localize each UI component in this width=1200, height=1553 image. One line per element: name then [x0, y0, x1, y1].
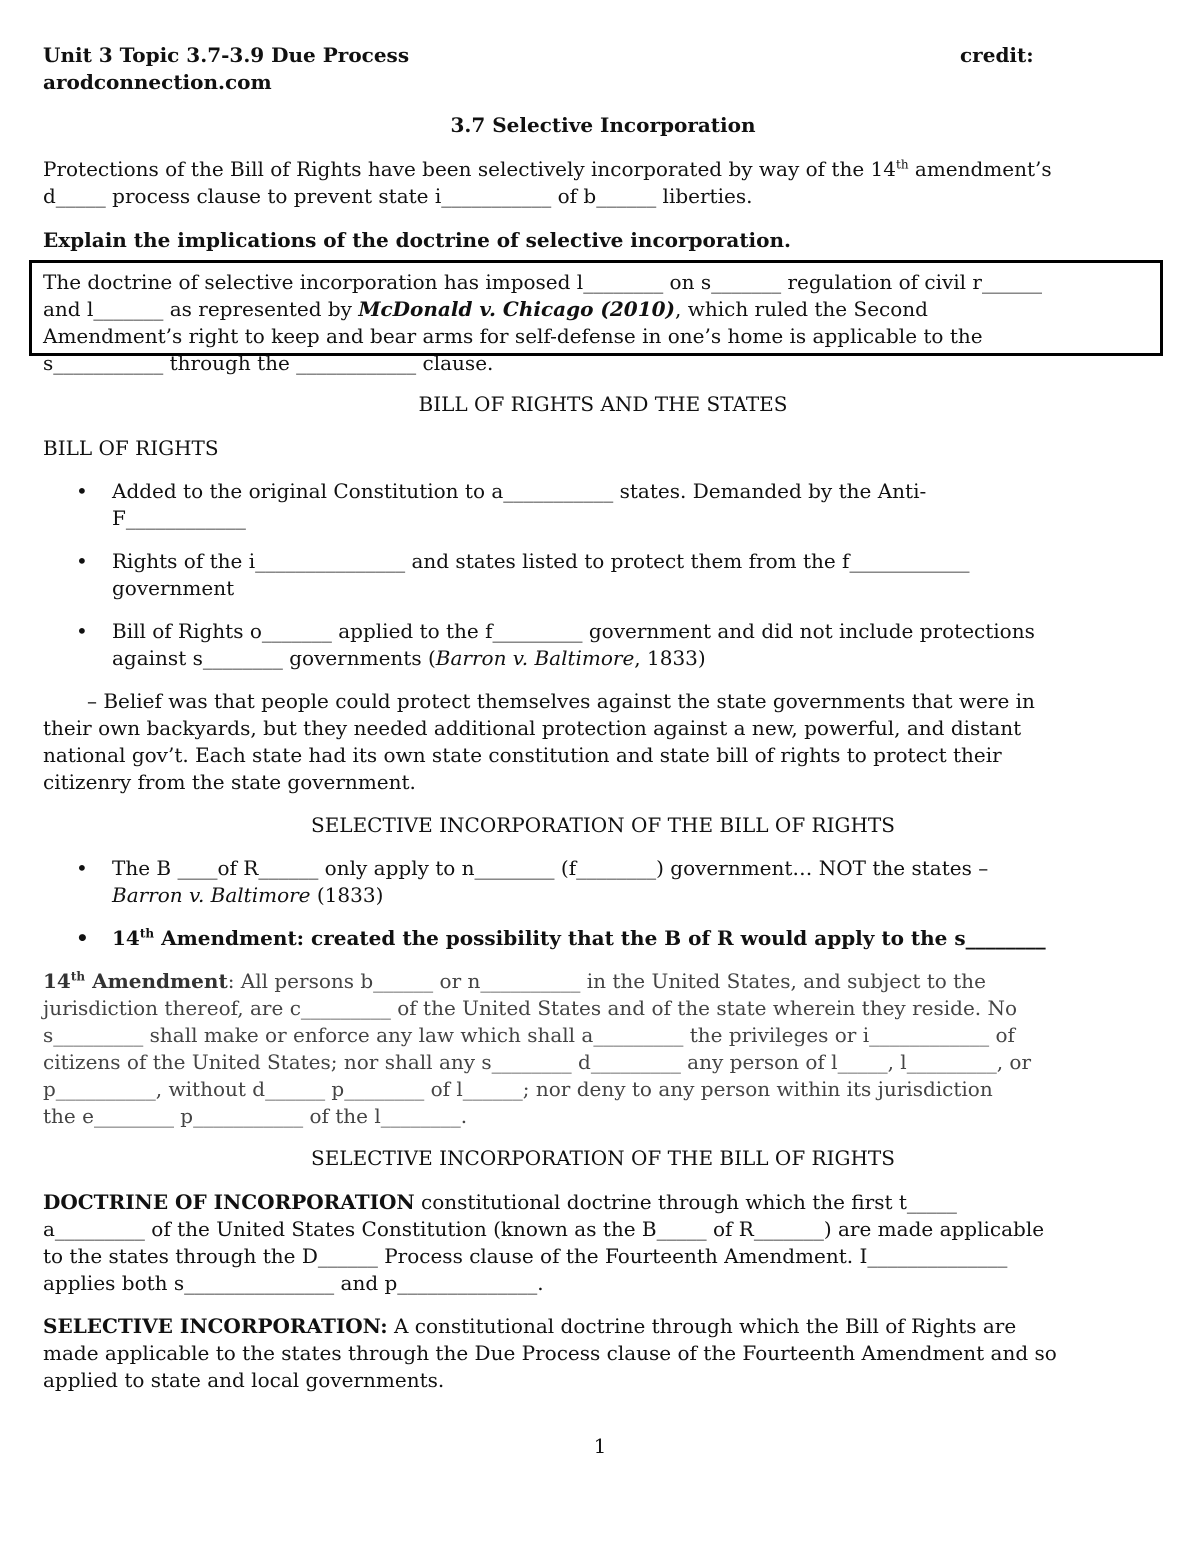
doctrine-label: DOCTRINE OF INCORPORATION [43, 1190, 415, 1214]
answer-line-1: The doctrine of selective incorporation has imposed l________ on s_______ regulation of civil r______ [43, 270, 1042, 294]
bill-of-rights-subheading: BILL OF RIGHTS [43, 436, 219, 460]
answer-line-2: and l_______ as represented by McDonald v. Chicago (2010), which ruled the Second [43, 297, 928, 321]
selective-incorporation-heading-2: SELECTIVE INCORPORATION OF THE BILL OF RIGHTS [311, 1146, 895, 1170]
selective-incorporation-heading-1: SELECTIVE INCORPORATION OF THE BILL OF RIGHTS [311, 813, 895, 837]
credit-label: credit: [960, 43, 1034, 67]
bullet-mark: • [76, 856, 88, 880]
barron-case-2: Barron v. Baltimore [112, 883, 311, 907]
doctrine-of-incorporation-paragraph: DOCTRINE OF INCORPORATION constitutional doctrine through which the first t_____ a_________ of the United States Constitution (known as the B_____ of R_______) are made applicable to the states through the D______ Process clause of the Fourteenth Amendment. I______________ applies both s_______________ and p______________. [43, 1190, 1045, 1295]
answer-line-4: s___________ through the ____________ clause. [43, 351, 494, 375]
bor-states-heading: BILL OF RIGHTS AND THE STATES [418, 392, 788, 416]
credit-url: arodconnection.com [43, 70, 272, 94]
answer-line-3: Amendment’s right to keep and bear arms for self-defense in one’s home is applicable to the [43, 324, 983, 348]
selective-incorporation-paragraph: SELECTIVE INCORPORATION: A constitutional doctrine through which the Bill of Rights are made applicable to the states through the Due Process clause of the Fourteenth Amendment and so applied to state and local governments. [43, 1314, 1057, 1392]
intro-line-1: Protections of the Bill of Rights have been selectively incorporated by way of the 14th amendment’s [43, 157, 1052, 181]
bullet-mark: • [76, 619, 88, 643]
page-number: 1 [593, 1434, 607, 1458]
explain-prompt: Explain the implications of the doctrine of selective incorporation. [43, 228, 791, 252]
mcdonald-case: McDonald v. Chicago (2010) [358, 297, 675, 321]
document-title: Unit 3 Topic 3.7-3.9 Due Process [43, 43, 410, 67]
bullet-mark: • [76, 479, 88, 503]
bullet-mark: • [76, 926, 89, 950]
answer-box [29, 260, 1163, 375]
belief-paragraph: – Belief was that people could protect themselves against the state governments that were in their own backyards, but they needed additional protection against a new, powerful, and distant national gov’t. Each state had its own state constitution and state bill of rights to protect their citizenry from the state government. [43, 689, 1035, 794]
document-page: Unit 3 Topic 3.7-3.9 Due Process credit: arodconnection.com 3.7 Selective Incorporation Protections of the Bill of Rights have been selectively incorporated by way of the 14th amendment’s d_____ process clause to prevent state i___________ of b______ liberties. Explain the implications of the doctrine of selective incorporation. The doctrine of selective incorporation has imposed l________ on s_______ regulation of civil r______ and l_______ as represented by McDonald v. Chicago (2010), which ruled the Second Amendment’s right to keep and bear arms for self-defense in one’s home is applicable to the s___________ through the ____________ clause. BILL OF RIGHTS AND THE STATES BILL OF RIGHTS • Added to the original Constitution to a___________ states. Demanded by the Anti- F____________ • Rights of the i_______________ and states listed to protect them from the f____________ government • Bill of Rights o_______ applied to the f_________ government and did not include protections against s________ governments (Barron v. Baltimore, 1833) – Belief was that people could protect themselves against the state governments that were in their own backyards, but they needed additional protection against a new, powerful, and distant national gov’t. Each state had its own state constitution and state bill of rights to protect their citizenry from the state government. SELECTIVE INCORPORATION OF THE BILL OF RIGHTS • The B ____of R______ only apply to n________ (f________) government… NOT the states – Barron v. Baltimore (1833) • 14th Amendment: created the possibility that the B of R would apply to the s________ 14th Amendment: All persons b______ or n__________ in the United States, and subject to the jurisdiction thereof, are c_________ of the United States and of the state wherein they reside. No s_________ shall make or enforce any law which shall a_________ the privileges or i____________ of citizens of the United States; nor shall any s________ d_________ any person of l_____, l_________, or p__________, without d______ p________ of l______; nor deny to any person within its jurisdiction the e________ p___________ of the l________. SELECTIVE INCORPORATION OF THE BILL OF RIGHTS DOCTRINE OF INCORPORATION constitutional doctrine through which the first t_____ a_________ of the United States Constitution (known as the B_____ of R_______) are made applicable to the states through the D______ Process clause of the Fourteenth Amendment. I______________ applies both s_______________ and p______________. SELECTIVE INCORPORATION: A constitutional doctrine through which the Bill of Rights are made applicable to the states through the Due Process clause of the Fourteenth Amendment and so applied to state and local governments. 1 [0, 0, 1200, 1553]
barron-case: Barron v. Baltimore [435, 646, 635, 670]
intro-line-2: d_____ process clause to prevent state i___________ of b______ liberties. [43, 184, 753, 208]
amendment-14-text: 14th Amendment: All persons b______ or n__________ in the United States, and subject to the jurisdiction thereof, are c_________ of the United States and of the state wherein they reside. No s_________ shall make or enforce any law which shall a_________ the privileges or i____________ of citizens of the United States; nor shall any s________ d_________ any person of l_____, l_________, or p__________, without d______ p________ of l______; nor deny to any person within its jurisdiction the e________ p___________ of the l________. [43, 969, 1032, 1128]
selective-label: SELECTIVE INCORPORATION: [43, 1314, 388, 1338]
amendment-14-label: 14th Amendment [43, 969, 228, 993]
intro-superscript: th [896, 157, 909, 172]
bullet-mark: • [76, 549, 88, 573]
section-heading-3-7: 3.7 Selective Incorporation [450, 113, 756, 137]
